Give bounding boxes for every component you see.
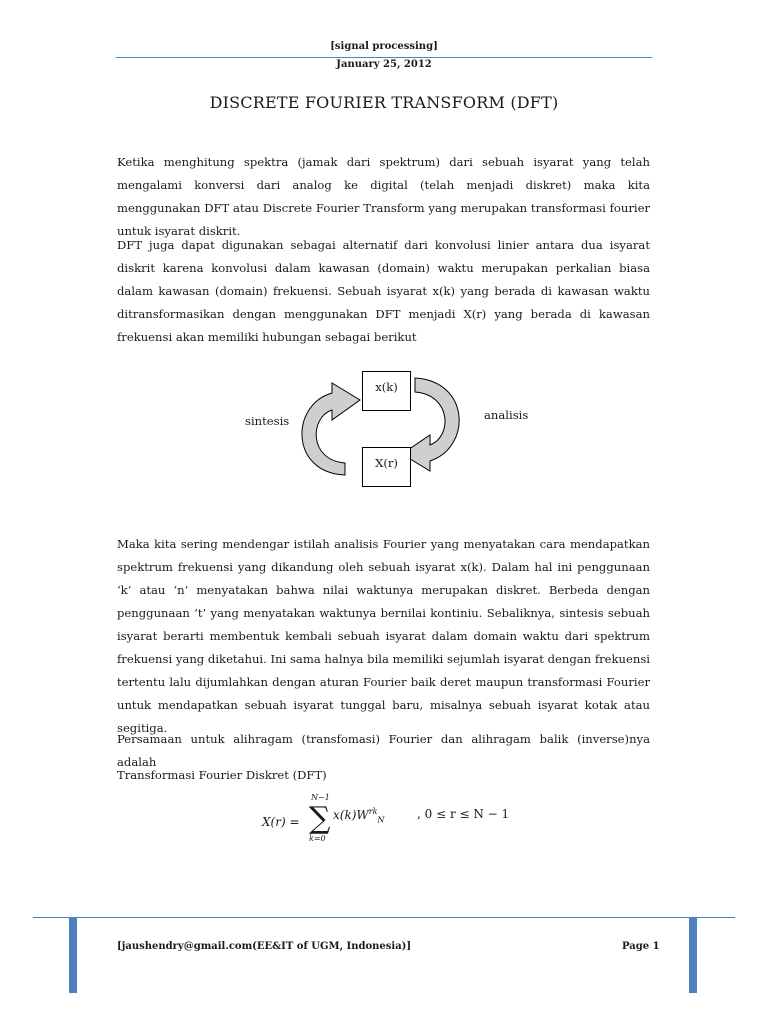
formula-subscript: N: [377, 815, 385, 825]
header-category: [signal processing]: [330, 41, 438, 52]
synthesis-label: sintesis: [245, 414, 290, 428]
paragraph-dft-heading: Transformasi Fourier Diskret (DFT): [117, 768, 327, 782]
formula-exponent: rk: [368, 807, 378, 816]
synthesis-arrow: [302, 383, 360, 475]
paragraph-dft-convolution: DFT juga dapat digunakan sebagai alternatif dari konvolusi linier antara dua isyarat diskrit karena konvolusi dalam kawasan (domain) waktu merupakan perkalian biasa dalam kawasan (domain) frekuensi. Sebuah isyarat x(k) yang berada di kawasan waktu ditransformasikan dengan menggunakan DFT menjadi X(r) yang berada di kawasan frekuensi akan memiliki hubungan sebagai berikut: [117, 238, 650, 344]
formula-body: [333, 807, 384, 824]
footer-contact: [jaushendry@gmail.com(EE&IT of UGM, Indonesia)]: [117, 941, 412, 952]
page-number: Page 1: [622, 941, 660, 952]
frequency-domain-box: X(r): [362, 447, 411, 487]
formula-sum-lower: k=0: [309, 834, 326, 843]
formula-term: x(k)W: [333, 808, 369, 822]
formula-lhs: X(r) =: [262, 815, 300, 829]
page-title: DISCRETE FOURIER TRANSFORM (DFT): [209, 93, 559, 112]
header-divider: [116, 57, 652, 58]
footer-divider: [33, 917, 735, 918]
footer-bar-left: [69, 917, 77, 993]
footer-bar-right: [689, 917, 697, 993]
analysis-label: analisis: [484, 408, 529, 422]
header-date: January 25, 2012: [336, 59, 432, 70]
formula-sum-upper: N−1: [311, 793, 330, 802]
formula-condition: , 0 ≤ r ≤ N − 1: [417, 807, 510, 821]
time-domain-box: x(k): [362, 371, 411, 411]
paragraph-intro: Ketika menghitung spektra (jamak dari spektrum) dari sebuah isyarat yang telah mengalami konversi dari analog ke digital (telah menjadi diskret) maka kita menggunakan DFT atau Discrete Fourier Transform yang merupakan transformasi fourier untuk isyarat diskrit.: [117, 155, 650, 238]
dft-formula: [262, 793, 522, 846]
paragraph-equation-intro: Persamaan untuk alihragam (transfomasi) Fourier dan alihragam balik (inverse)nya adalah: [117, 732, 650, 769]
sigma-symbol: ∑: [309, 801, 331, 836]
paragraph-fourier-analysis: Maka kita sering mendengar istilah analisis Fourier yang menyatakan cara mendapatkan spektrum frekuensi yang dikandung oleh sebuah isyarat x(k). Dalam hal ini penggunaan ‘k’ atau ‘n’ menyatakan bahwa nilai waktunya merupakan diskret. Berbeda dengan penggunaan ‘t’ yang menyatakan waktunya bernilai kontiniu. Sebaliknya, sintesis sebuah isyarat berarti membentuk kembali sebuah isyarat dalam domain waktu dari spektrum frekuensi yang diketahui. Ini sama halnya bila memiliki sejumlah isyarat dengan frekuensi tertentu lalu dijumlahkan dengan aturan Fourier baik deret maupun transformasi Fourier untuk mendapatkan sebuah isyarat tunggal baru, misalnya sebuah isyarat kotak atau segitiga.: [117, 537, 650, 735]
